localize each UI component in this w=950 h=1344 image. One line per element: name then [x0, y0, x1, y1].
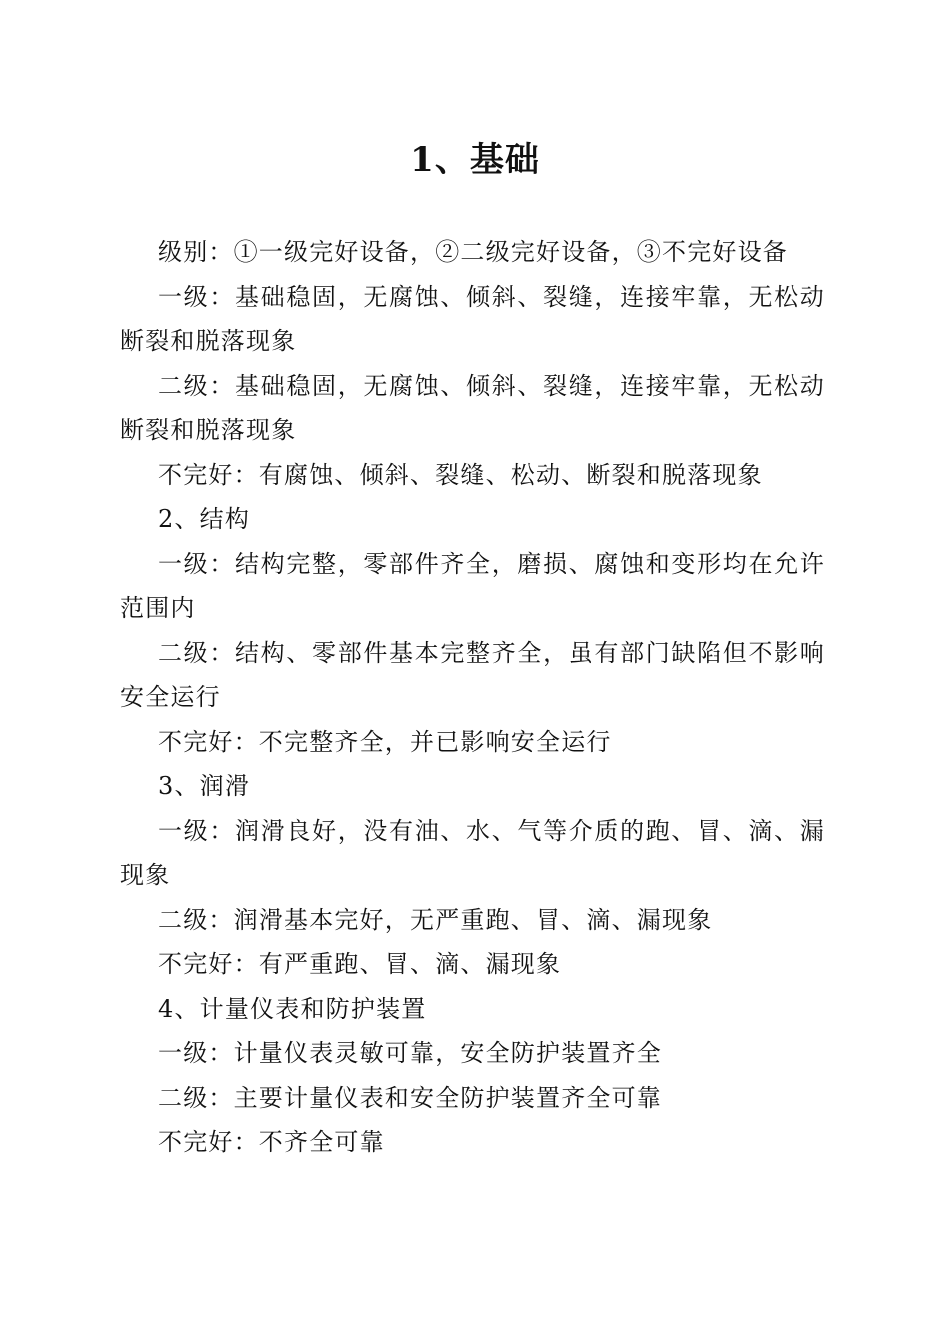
paragraph-grade-levels: 级别：①一级完好设备，②二级完好设备，③不完好设备 [158, 238, 788, 266]
paragraph-foundation-level-1: 一级：基础稳固，无腐蚀、倾斜、裂缝，连接牢靠，无松动断裂和脱落现象 [120, 282, 825, 355]
section-heading-lubrication: 3、润滑 [158, 772, 251, 800]
paragraph-foundation-level-2: 二级：基础稳固，无腐蚀、倾斜、裂缝，连接牢靠，无松动断裂和脱落现象 [120, 371, 825, 444]
paragraph-structure-incomplete: 不完好：不完整齐全，并已影响安全运行 [158, 727, 612, 756]
paragraph-lubrication-level-2: 二级：润滑基本完好，无严重跑、冒、滴、漏现象 [158, 905, 713, 934]
paragraph-instruments-incomplete: 不完好：不齐全可靠 [158, 1128, 385, 1156]
section-heading-structure: 2、结构 [158, 505, 251, 533]
paragraph-foundation-incomplete: 不完好：有腐蚀、倾斜、裂缝、松动、断裂和脱落现象 [158, 460, 763, 489]
paragraph-lubrication-level-1: 一级：润滑良好，没有油、水、气等介质的跑、冒、滴、漏现象 [120, 816, 825, 889]
paragraph-structure-level-2: 二级：结构、零部件基本完整齐全，虽有部门缺陷但不影响安全运行 [120, 638, 825, 711]
page-title: 1、基础 [410, 140, 540, 180]
paragraph-instruments-level-2: 二级：主要计量仪表和安全防护装置齐全可靠 [158, 1083, 662, 1112]
paragraph-instruments-level-1: 一级：计量仪表灵敏可靠，安全防护装置齐全 [158, 1039, 662, 1067]
paragraph-structure-level-1: 一级：结构完整，零部件齐全，磨损、腐蚀和变形均在允许范围内 [120, 549, 825, 622]
paragraph-lubrication-incomplete: 不完好：有严重跑、冒、滴、漏现象 [158, 950, 562, 978]
section-heading-instruments: 4、计量仪表和防护装置 [158, 994, 427, 1023]
document-body [120, 230, 825, 1165]
